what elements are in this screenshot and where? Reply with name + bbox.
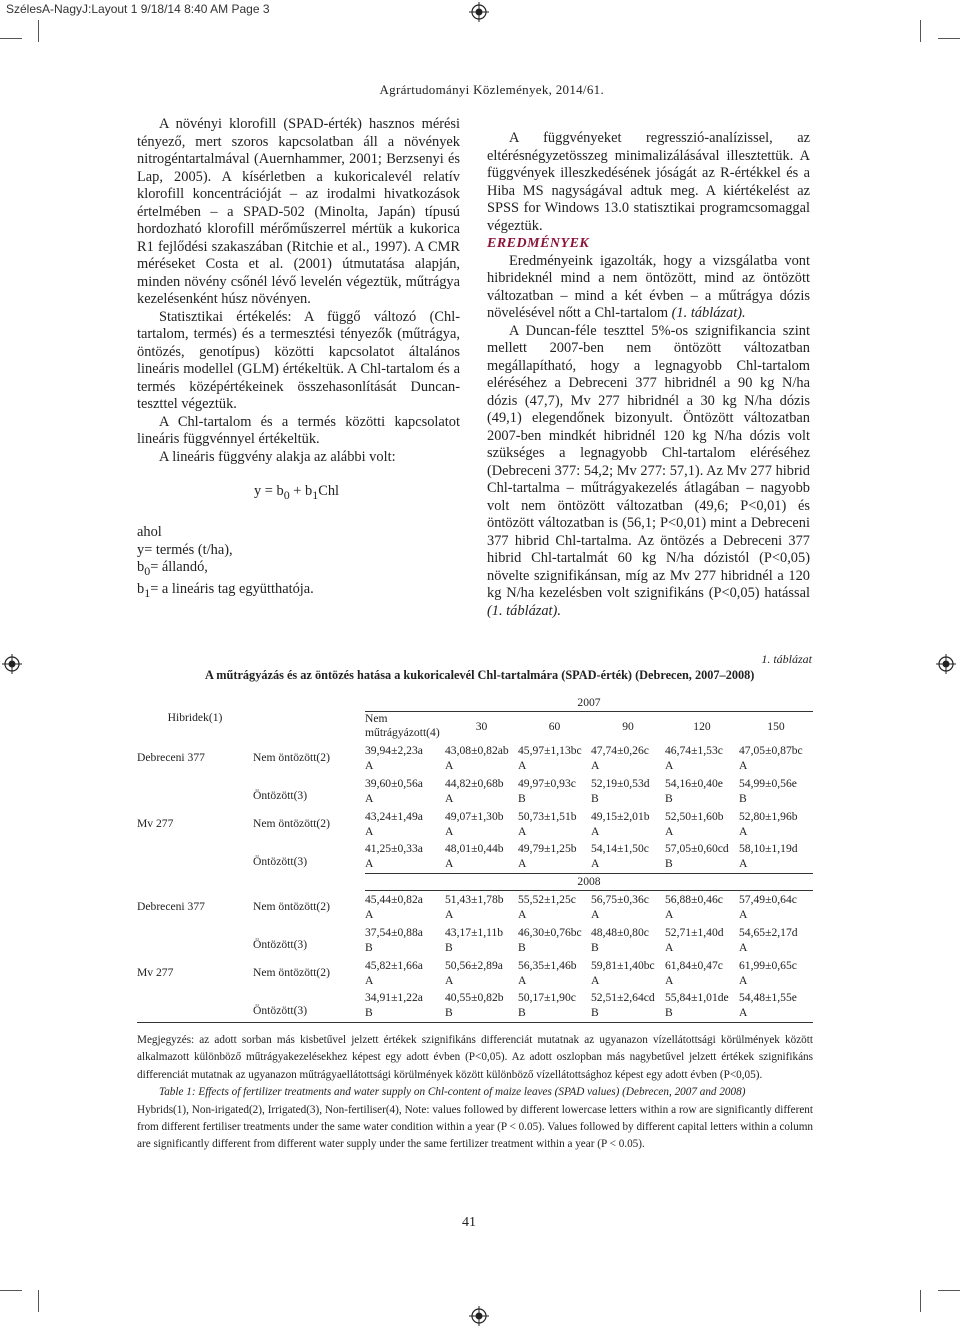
cell-letter: A [591, 907, 600, 921]
crop-mark [0, 1290, 22, 1291]
value-cell [739, 989, 813, 1022]
cell-letter: B [365, 940, 373, 954]
cell-letter: B [665, 791, 673, 805]
cell-value: 52,51±2,64cd [591, 991, 655, 1005]
definition-line: $b_1= a$ lineáris tag együtthatója. [137, 580, 314, 600]
water-cell: Nem öntözött(2) [253, 751, 330, 764]
header-dose: 150 [767, 719, 785, 733]
table-row [137, 840, 813, 873]
table-number: 1. táblázat [761, 652, 812, 666]
header-hybrids: Hibridek(1) [167, 711, 223, 724]
cell-value: 57,49±0,64c [739, 892, 797, 906]
definition-line: ahol [137, 524, 162, 541]
cell-value: 55,84±1,01de [665, 991, 729, 1005]
value-cell [739, 956, 813, 989]
cell-letter: A [445, 758, 454, 772]
hybrid-cell [137, 840, 253, 873]
cell-value: 54,99±0,56e [739, 776, 797, 790]
cell-letter: B [365, 1006, 373, 1020]
cell-value: 43,17±1,11b [445, 925, 504, 939]
cell-letter: A [518, 758, 527, 772]
cell-value: 59,81±1,40bc [591, 958, 655, 972]
table-row [137, 923, 813, 956]
cell-value: 49,79±1,25b [518, 842, 577, 856]
cell-letter: B [518, 791, 526, 805]
cell-letter: B [591, 791, 599, 805]
cell-value: 46,30±0,76bc [518, 925, 582, 939]
value-cell [665, 989, 739, 1022]
cell-letter: A [518, 824, 527, 838]
cell-letter: B [739, 791, 747, 805]
value-cell [445, 840, 518, 873]
water-cell: Nem öntözött(2) [253, 900, 330, 913]
value-cell [365, 741, 445, 774]
header-dose: 120 [693, 719, 711, 733]
paragraph: A növényi klorofill (SPAD-érték) hasznos mérési tényező, mert szoros kapcsolatban áll a növények nitrogéntartalmával (Auernhammer, 2001; Berzsenyi és Lap, 2005). A kísérletben a kukoricalevél relatív klorofill koncentrációját – az irodalmi hivatkozások értelmében – a SPAD-502 (Minolta, Japán) típusú hordozható klorofill mérőműszerrel mértük a kukorica R1 fejlődési szakaszában (Ritchie et al., 1997). A CMR méréseket Costa et al. (2001) útmutatása alapján, minden növény csőnél lévő levelén végeztük, műtrágya kezelésenként húsz növényen. [137, 116, 460, 307]
cell-value: 56,35±1,46b [518, 958, 577, 972]
value-cell [365, 774, 445, 807]
cell-value: 56,88±0,46c [665, 892, 723, 906]
cell-letter: A [445, 907, 454, 921]
cell-value: 49,07±1,30b [445, 809, 504, 823]
value-cell [518, 890, 591, 923]
cell-letter: A [591, 857, 600, 871]
header-dose: 90 [622, 719, 634, 733]
cell-value: 50,73±1,51b [518, 809, 577, 823]
cell-letter: A [665, 940, 674, 954]
hybrid-cell [137, 774, 253, 807]
cell-letter: B [518, 1006, 526, 1020]
cell-value: 61,99±0,65c [739, 958, 797, 972]
cell-letter: B [591, 1006, 599, 1020]
table-row [137, 807, 813, 840]
crop-mark [0, 38, 22, 39]
cell-letter: A [739, 940, 748, 954]
cell-value: 37,54±0,88a [365, 925, 423, 939]
crop-mark [920, 1290, 921, 1312]
value-cell [739, 741, 813, 774]
cell-value: 45,44±0,82a [365, 892, 423, 906]
crop-mark [920, 20, 921, 42]
cell-letter: B [665, 1006, 673, 1020]
paragraph: A Chl-tartalom és a termés közötti kapcsolatot lineáris függvénnyel értékeltük. [137, 413, 460, 447]
value-cell [739, 923, 813, 956]
cell-value: 56,75±0,36c [591, 892, 649, 906]
hybrid-cell: Mv 277 [137, 817, 174, 830]
year-label: 2008 [365, 873, 813, 890]
value-cell [739, 840, 813, 873]
value-cell [445, 774, 518, 807]
results-table [137, 694, 813, 1023]
value-cell [518, 956, 591, 989]
cell-value: 52,50±1,60b [665, 809, 724, 823]
cell-value: 41,25±0,33a [365, 842, 423, 856]
crop-mark [38, 1290, 39, 1312]
value-cell [739, 807, 813, 840]
hybrid-cell: Debreceni 377 [137, 751, 205, 764]
value-cell [365, 840, 445, 873]
water-cell: Nem öntözött(2) [253, 966, 330, 979]
cell-letter: A [365, 791, 374, 805]
cell-value: 57,05±0,60cd [665, 842, 729, 856]
left-column [137, 116, 460, 602]
water-cell: Öntözött(3) [253, 989, 365, 1022]
value-cell [591, 923, 665, 956]
cell-value: 45,82±1,66a [365, 958, 423, 972]
cell-value: 39,94±2,23a [365, 743, 423, 757]
equation-definitions [137, 524, 460, 602]
note-hungarian: Megjegyzés: az adott sorban más kisbetűvel jelzett értékek szignifikáns differenciát mutatnak az ugyanazon vízellátottsági körülmények között alkalmazott különböző műtrágyakezelésekhez képest egy adott évben (P<0,05). Az adott oszlopban más nagybetűvel jelzett értékek szignifikáns differenciát mutatnak az ugyanazon műtrágyaellátottsági körülmények között különböző vízellátottsághoz képest egy adott évben (P<0,05). [137, 1034, 813, 1081]
paragraph: Eredményeink igazolták, hogy a vizsgálatba vont hibrideknél mind a nem öntözött, mind az öntözött változatban – mind a két évben – a műtrágya dózis növelésével nőtt a Chl-tartalom (1. táblázat). [487, 252, 810, 321]
cell-value: 61,84±0,47c [665, 958, 723, 972]
value-cell [591, 741, 665, 774]
value-cell [445, 923, 518, 956]
cell-value: 58,10±1,19d [739, 842, 798, 856]
cell-value: 52,71±1,40d [665, 925, 724, 939]
equation: $y = b_0 + b_1Chl$ [254, 483, 340, 502]
cell-value: 52,80±1,96b [739, 809, 798, 823]
value-cell [365, 989, 445, 1022]
table-row [137, 956, 813, 989]
cell-value: 49,15±2,01b [591, 809, 650, 823]
note-english: Hybrids(1), Non-irigated(2), Irrigated(3), Non-fertiliser(4), Note: values followed by different lowercase letters within a row are significantly different from different fertiliser treatments under the same water condition within a year (P < 0.05). Values followed by different capital letters within a column are significantly different from different water supply under the same fertilizer treatment within a year (P < 0.05). [137, 1103, 814, 1151]
cell-value: 54,48±1,55e [739, 991, 797, 1005]
cell-letter: A [739, 857, 748, 871]
hybrid-cell [137, 923, 253, 956]
section-heading: EREDMÉNYEK [487, 236, 590, 251]
hybrid-cell [137, 989, 253, 1022]
value-cell [739, 774, 813, 807]
cell-letter: A [591, 973, 600, 987]
cell-value: 49,97±0,93c [518, 776, 576, 790]
cell-value: 44,82±0,68b [445, 776, 504, 790]
cell-value: 43,24±1,49a [365, 809, 423, 823]
cell-letter: A [518, 907, 527, 921]
value-cell [365, 923, 445, 956]
table-row [137, 890, 813, 923]
crop-mark [38, 20, 39, 42]
value-cell [665, 840, 739, 873]
cell-letter: A [591, 758, 600, 772]
print-slug: SzélesA-NagyJ:Layout 1 9/18/14 8:40 AM Page 3 [6, 2, 270, 16]
value-cell [665, 774, 739, 807]
cell-value: 43,08±0,82ab [445, 743, 509, 757]
cell-value: 50,56±2,89a [445, 958, 503, 972]
registration-mark-icon [2, 654, 22, 674]
header-dose: 60 [548, 719, 561, 733]
cell-value: 40,55±0,82b [445, 991, 504, 1005]
value-cell [518, 989, 591, 1022]
cell-value: 52,19±0,53d [591, 776, 650, 790]
cell-value: 54,16±0,40e [665, 776, 723, 790]
cell-letter: A [665, 973, 674, 987]
cell-letter: A [591, 824, 600, 838]
cell-letter: B [518, 940, 526, 954]
cell-letter: A [739, 907, 748, 921]
cell-letter: A [365, 758, 374, 772]
cell-letter: B [591, 940, 599, 954]
value-cell [518, 774, 591, 807]
water-cell: Öntözött(3) [253, 855, 308, 868]
value-cell [445, 956, 518, 989]
cell-letter: A [665, 758, 674, 772]
value-cell [365, 956, 445, 989]
cell-letter: B [665, 857, 673, 871]
cell-letter: A [445, 791, 454, 805]
value-cell [518, 840, 591, 873]
table-title-english: Table 1: Effects of fertilizer treatments and water supply on Chl-content of maize leaves (SPAD values) (Debrecen, 2007 and 2008) [159, 1086, 746, 1099]
value-cell [591, 807, 665, 840]
cell-letter: A [739, 758, 748, 772]
paragraph: A függvényeket regresszió-analízissel, az eltérésnégyzetösszeg minimalizálásával illesztettük. A függvények illeszkedésének jóságát az R-értékkel és a Hiba MS nagyságával adtuk meg. A kiértékelést az SPSS for Windows 13.0 statisztikai programcsomaggal végeztük. [487, 130, 810, 234]
cell-letter: A [665, 907, 674, 921]
value-cell [739, 890, 813, 923]
cell-letter: A [445, 973, 454, 987]
water-cell: Öntözött(3) [253, 938, 308, 951]
value-cell [518, 923, 591, 956]
value-cell [665, 807, 739, 840]
crop-mark [938, 38, 960, 39]
value-cell [665, 741, 739, 774]
definition-line: y= termés (t/ha), [137, 541, 233, 558]
value-cell [591, 989, 665, 1022]
value-cell [365, 890, 445, 923]
cell-letter: B [445, 940, 453, 954]
cell-value: 39,60±0,56a [365, 776, 423, 790]
value-cell [445, 989, 518, 1022]
cell-value: 47,74±0,26c [591, 743, 649, 757]
value-cell [665, 923, 739, 956]
cell-letter: A [739, 1006, 748, 1020]
cell-letter: A [365, 973, 374, 987]
cell-letter: A [365, 824, 374, 838]
header-control: Nem műtrágyázott(4) [365, 712, 440, 740]
registration-mark-icon [469, 1306, 489, 1326]
paragraph: A Duncan-féle teszttel 5%-os szignifikancia szint mellett 2007-ben nem öntözött változatban megállapítható, hogy a legnagyobb Chl-tartalom eléréséhez a Debreceni 377 hibridnél a 90 kg N/ha dózis (47,7), Mv 277 hibridnél a 30 kg N/ha dózis (49,1) elegendőnek bizonyult. Öntözött változatban 2007-ben mindkét hibridnél 120 kg N/ha dózis volt szükséges a legnagyobb Chl-tartalom eléréséhez (Debreceni 377: 54,2; Mv 277: 57,1). Az Mv 277 hibrid Chl-tartalma – műtrágyakezelés átlagában – nagyobb volt nem öntözött változatban (49,6; P<0,01) és öntözött változatban is (56,1; P<0,01) mint a Debreceni 377 hibrid Chl-tartalma. Az öntözés a Debreceni 377 hibrid Chl-tartalmát 60 kg N/ha dózistól (P<0,05) növelte szignifikánsan, míg az Mv 277 hibridnél a 120 kg N/ha kezelésben volt szignifikáns (P<0,05) hatással (1. táblázat). [487, 322, 810, 619]
paragraph: A lineáris függvény alakja az alábbi volt: [159, 448, 396, 465]
hybrid-cell: Mv 277 [137, 966, 174, 979]
cell-value: 54,14±1,50c [591, 842, 649, 856]
cell-letter: A [365, 857, 374, 871]
cell-value: 54,65±2,17d [739, 925, 798, 939]
cell-value: 47,05±0,87bc [739, 743, 803, 757]
table-row [137, 774, 813, 807]
water-cell: Nem öntözött(2) [253, 817, 330, 830]
cell-value: 48,01±0,44b [445, 842, 504, 856]
table-caption: A műtrágyázás és az öntözés hatása a kukoricalevél Chl-tartalmára (SPAD-érték) (Debrecen, 2007–2008) [205, 668, 755, 682]
hybrid-cell: Debreceni 377 [137, 900, 205, 913]
cell-value: 45,97±1,13bc [518, 743, 582, 757]
value-cell [365, 807, 445, 840]
value-cell [518, 741, 591, 774]
crop-mark [938, 1290, 960, 1291]
value-cell [665, 890, 739, 923]
cell-value: 48,48±0,80c [591, 925, 649, 939]
table-row [137, 989, 813, 1022]
cell-letter: A [665, 824, 674, 838]
registration-mark-icon [469, 2, 489, 22]
cell-letter: B [445, 1006, 453, 1020]
value-cell [445, 807, 518, 840]
header-dose: 30 [475, 719, 488, 733]
cell-value: 46,74±1,53c [665, 743, 723, 757]
cell-value: 55,52±1,25c [518, 892, 576, 906]
cell-letter: A [445, 857, 454, 871]
cell-letter: A [518, 973, 527, 987]
value-cell [591, 956, 665, 989]
registration-mark-icon [936, 654, 956, 674]
cell-letter: A [445, 824, 454, 838]
definition-line: $b_0=$ állandó, [137, 559, 208, 579]
cell-value: 34,91±1,22a [365, 991, 423, 1005]
table-row [137, 741, 813, 774]
value-cell [445, 890, 518, 923]
running-header: Agrártudományi Közlemények, 2014/61. [379, 82, 604, 97]
right-column [487, 130, 810, 620]
value-cell [591, 840, 665, 873]
value-cell [665, 956, 739, 989]
cell-value: 51,43±1,78b [445, 892, 504, 906]
paragraph: Statisztikai értékelés: A függő változó (Chl-tartalom, termés) és a termesztési tényezők (műtrágya, öntözés, genotípus) közötti kapcsolatot általános lineáris modellel (GLM) értékeltük. A Chl-tartalom és a termés középértékeinek összehasonlítását Duncan-teszttel végeztük. [137, 308, 460, 412]
water-cell: Öntözött(3) [253, 789, 308, 802]
cell-letter: A [739, 973, 748, 987]
value-cell [445, 741, 518, 774]
cell-letter: A [739, 824, 748, 838]
value-cell [591, 890, 665, 923]
year-label: 2007 [365, 694, 813, 711]
value-cell [518, 807, 591, 840]
cell-value: 50,17±1,90c [518, 991, 576, 1005]
cell-letter: A [518, 857, 527, 871]
page-number: 41 [462, 1215, 476, 1230]
value-cell [591, 774, 665, 807]
table-notes [137, 1032, 813, 1154]
cell-letter: A [365, 907, 374, 921]
